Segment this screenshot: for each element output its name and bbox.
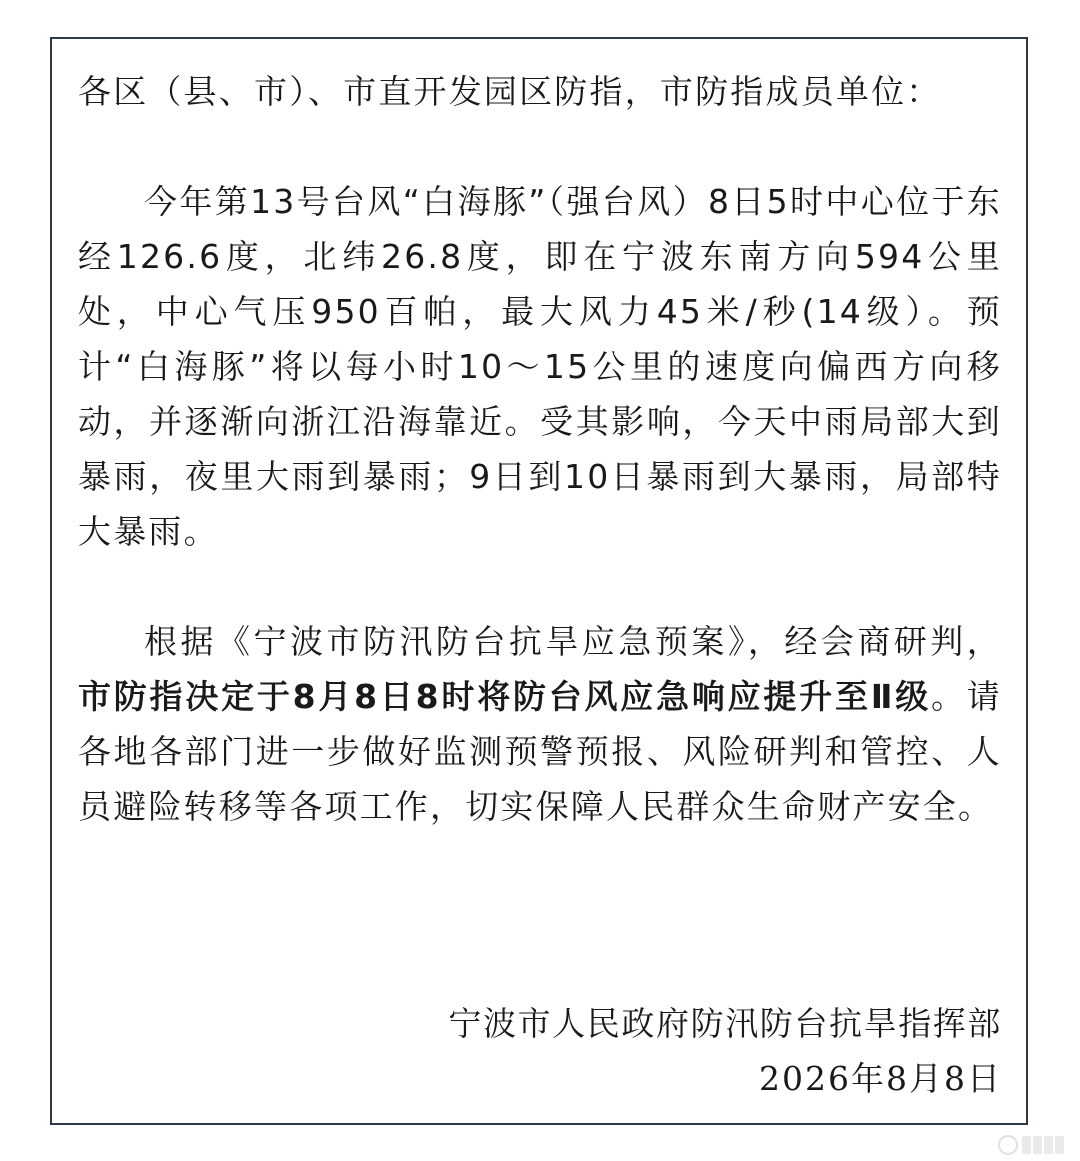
- signature-block: [448, 996, 1002, 1106]
- issue-date: 2026年8月8日: [759, 1059, 1002, 1098]
- response-level-decision: 市防指决定于8月8日8时将防台风应急响应提升至Ⅱ级: [78, 677, 932, 716]
- paragraph-tail-text: 。请各地各部门进一步做好监测预警预报、风险研判和管控、人员避险转移等各项工作，切实保障人民群众生命财产安全。: [78, 677, 1002, 826]
- paragraph-gap: [78, 559, 1002, 614]
- paragraph-gap: [78, 119, 1002, 174]
- paragraph-emergency-response: [78, 614, 1002, 834]
- notice-body: [78, 64, 1002, 834]
- weibo-logo-icon: [998, 1135, 1018, 1155]
- paragraph-lead-text: 根据《宁波市防汛防台抗旱应急预案》，经会商研判，: [144, 622, 1002, 661]
- watermark: [998, 1135, 1066, 1155]
- watermark-text: [1022, 1136, 1066, 1154]
- paragraph-typhoon-info: 今年第13号台风“白海豚”（强台风）8日5时中心位于东经126.6度，北纬26.8度，即在宁波东南方向594公里处，中心气压950百帕，最大风力45米/秒(14级）。预计“白海豚”将以每小时10～15公里的速度向偏西方向移动，并逐渐向浙江沿海靠近。受其影响，今天中雨局部大到暴雨，夜里大雨到暴雨；9日到10日暴雨到大暴雨，局部特大暴雨。: [78, 182, 1002, 551]
- salutation: 各区（县、市）、市直开发园区防指，市防指成员单位：: [78, 72, 942, 111]
- issuer-name: 宁波市人民政府防汛防台抗旱指挥部: [448, 1004, 1002, 1043]
